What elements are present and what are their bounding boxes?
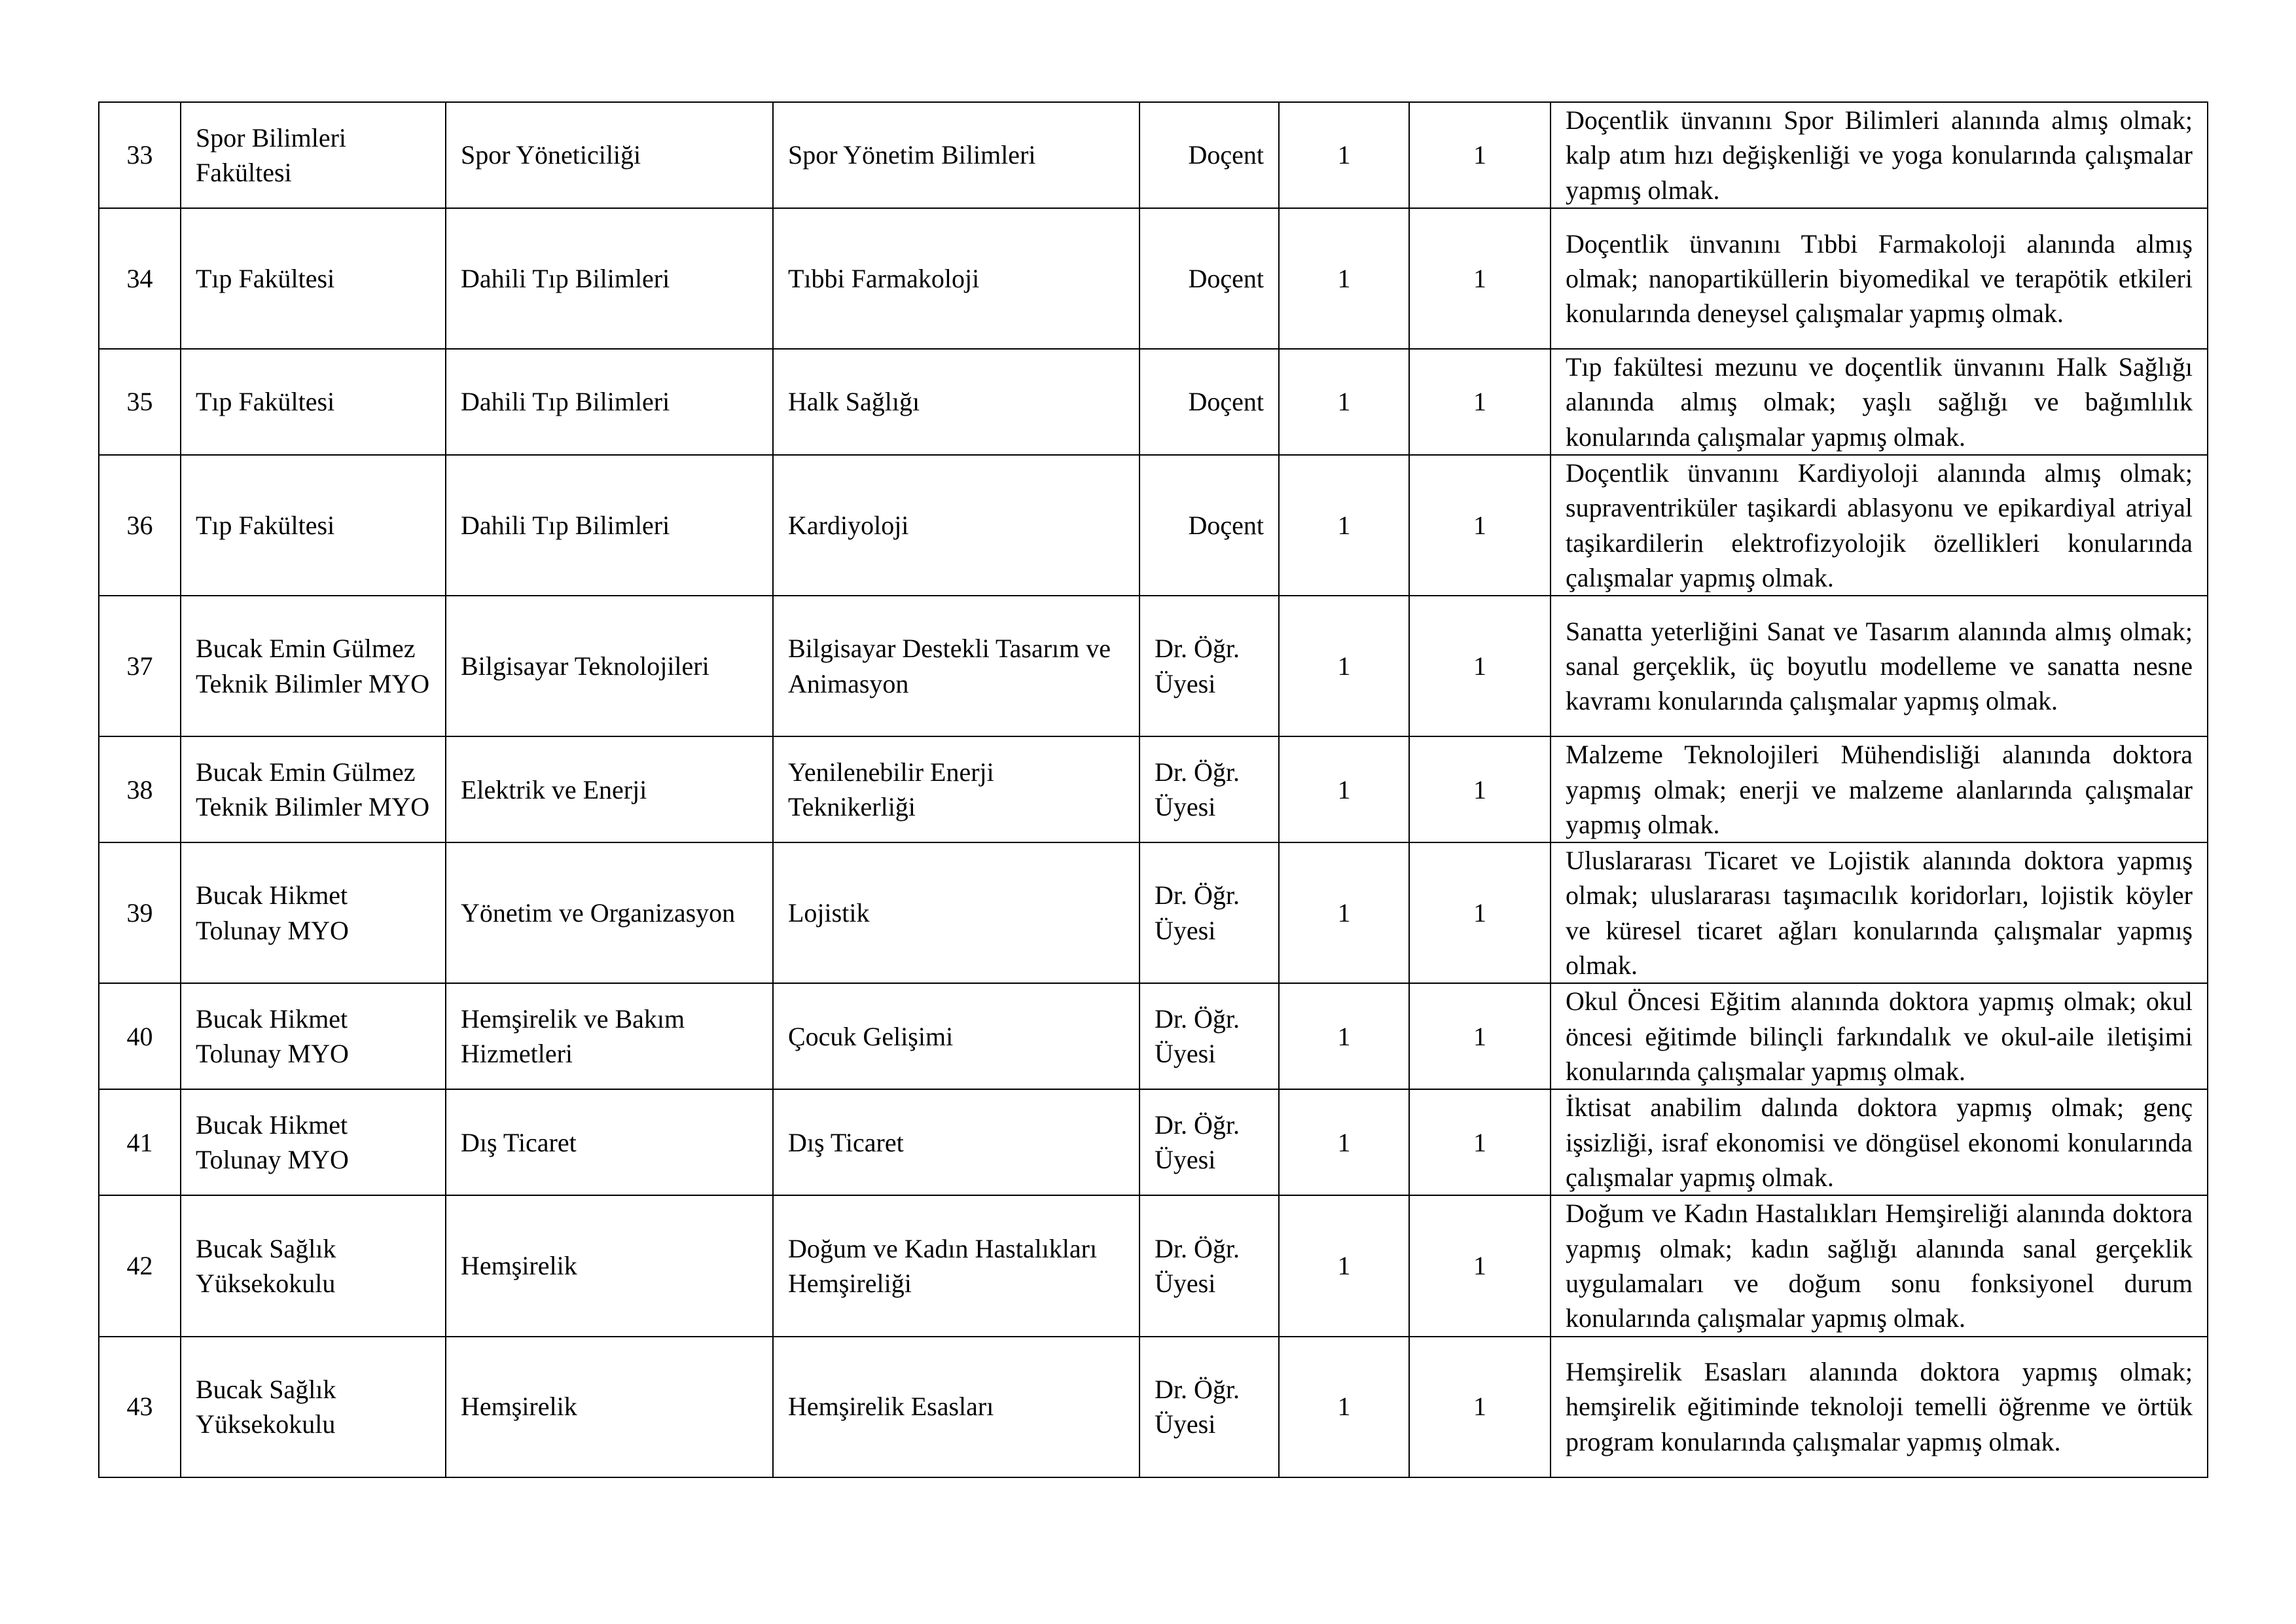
requirements-text: Doçentlik ünvanını Kardiyoloji alanında almış olmak; supraventriküler taşikardi ablasyonu ve epikardiyal atriyal taşikardilerin elektrofizyolojik özellikleri konularında çalışmalar yapmış olmak.: [1551, 455, 2208, 596]
row-number: 38: [99, 736, 181, 842]
table-row: [99, 983, 2208, 1089]
academic-title: Dr. Öğr. Üyesi: [1139, 736, 1279, 842]
cadre-degree: 1: [1279, 102, 1409, 208]
department: Dahili Tıp Bilimleri: [446, 208, 773, 349]
academic-title: Dr. Öğr. Üyesi: [1139, 1089, 1279, 1195]
row-number: 40: [99, 983, 181, 1089]
subject-field: Bilgisayar Destekli Tasarım ve Animasyon: [773, 596, 1139, 736]
faculty-unit: Bucak Hikmet Tolunay MYO: [181, 983, 446, 1089]
requirements-text: Doçentlik ünvanını Spor Bilimleri alanında almış olmak; kalp atım hızı değişkenliği ve yoga konularında çalışmalar yapmış olmak.: [1551, 102, 2208, 208]
position-count: 1: [1409, 1195, 1551, 1336]
requirements-text: Hemşirelik Esasları alanında doktora yapmış olmak; hemşirelik eğitiminde teknoloji temelli öğrenme ve örtük program konularında çalışmalar yapmış olmak.: [1551, 1337, 2208, 1477]
table-row: [99, 1195, 2208, 1336]
row-number: 33: [99, 102, 181, 208]
faculty-unit: Bucak Sağlık Yüksekokulu: [181, 1337, 446, 1477]
subject-field: Hemşirelik Esasları: [773, 1337, 1139, 1477]
academic-title: Dr. Öğr. Üyesi: [1139, 596, 1279, 736]
table-row: [99, 349, 2208, 455]
position-count: 1: [1409, 842, 1551, 983]
table-row: [99, 596, 2208, 736]
faculty-unit: Spor Bilimleri Fakültesi: [181, 102, 446, 208]
subject-field: Dış Ticaret: [773, 1089, 1139, 1195]
cadre-degree: 1: [1279, 1089, 1409, 1195]
row-number: 41: [99, 1089, 181, 1195]
cadre-degree: 1: [1279, 983, 1409, 1089]
cadre-degree: 1: [1279, 455, 1409, 596]
requirements-text: Tıp fakültesi mezunu ve doçentlik ünvanını Halk Sağlığı alanında almış olmak; yaşlı sağlığı ve bağımlılık konularında çalışmalar yapmış olmak.: [1551, 349, 2208, 455]
subject-field: Spor Yönetim Bilimleri: [773, 102, 1139, 208]
department: Dış Ticaret: [446, 1089, 773, 1195]
subject-field: Kardiyoloji: [773, 455, 1139, 596]
requirements-text: İktisat anabilim dalında doktora yapmış olmak; genç işsizliği, israf ekonomisi ve döngüsel ekonomi konularında çalışmalar yapmış olmak.: [1551, 1089, 2208, 1195]
table-row: [99, 842, 2208, 983]
department: Spor Yöneticiliği: [446, 102, 773, 208]
academic-title: Doçent: [1139, 208, 1279, 349]
department: Dahili Tıp Bilimleri: [446, 349, 773, 455]
subject-field: Lojistik: [773, 842, 1139, 983]
department: Dahili Tıp Bilimleri: [446, 455, 773, 596]
position-count: 1: [1409, 736, 1551, 842]
position-count: 1: [1409, 102, 1551, 208]
department: Elektrik ve Enerji: [446, 736, 773, 842]
academic-title: Doçent: [1139, 455, 1279, 596]
requirements-text: Sanatta yeterliğini Sanat ve Tasarım alanında almış olmak; sanal gerçeklik, üç boyutlu modelleme ve sanatta nesne kavramı konularında çalışmalar yapmış olmak.: [1551, 596, 2208, 736]
row-number: 42: [99, 1195, 181, 1336]
requirements-text: Doçentlik ünvanını Tıbbi Farmakoloji alanında almış olmak; nanopartiküllerin biyomedikal ve terapötik etkileri konularında deneysel çalışmalar yapmış olmak.: [1551, 208, 2208, 349]
department: Hemşirelik: [446, 1337, 773, 1477]
academic-title: Doçent: [1139, 102, 1279, 208]
position-count: 1: [1409, 455, 1551, 596]
faculty-unit: Bucak Hikmet Tolunay MYO: [181, 842, 446, 983]
subject-field: Tıbbi Farmakoloji: [773, 208, 1139, 349]
requirements-text: Doğum ve Kadın Hastalıkları Hemşireliği alanında doktora yapmış olmak; kadın sağlığı alanında sanal gerçeklik uygulamaları ve doğum sonu fonksiyonel durum konularında çalışmalar yapmış olmak.: [1551, 1195, 2208, 1336]
academic-title: Dr. Öğr. Üyesi: [1139, 1337, 1279, 1477]
table-row: [99, 1337, 2208, 1477]
staff-positions-table: [98, 101, 2208, 1478]
table-row: [99, 208, 2208, 349]
position-count: 1: [1409, 1337, 1551, 1477]
table-row: [99, 455, 2208, 596]
academic-title: Dr. Öğr. Üyesi: [1139, 983, 1279, 1089]
academic-title: Dr. Öğr. Üyesi: [1139, 1195, 1279, 1336]
faculty-unit: Tıp Fakültesi: [181, 455, 446, 596]
cadre-degree: 1: [1279, 1195, 1409, 1336]
faculty-unit: Tıp Fakültesi: [181, 208, 446, 349]
subject-field: Yenilenebilir Enerji Teknikerliği: [773, 736, 1139, 842]
cadre-degree: 1: [1279, 736, 1409, 842]
faculty-unit: Bucak Hikmet Tolunay MYO: [181, 1089, 446, 1195]
row-number: 36: [99, 455, 181, 596]
cadre-degree: 1: [1279, 842, 1409, 983]
position-count: 1: [1409, 983, 1551, 1089]
faculty-unit: Tıp Fakültesi: [181, 349, 446, 455]
subject-field: Çocuk Gelişimi: [773, 983, 1139, 1089]
position-count: 1: [1409, 1089, 1551, 1195]
faculty-unit: Bucak Emin Gülmez Teknik Bilimler MYO: [181, 596, 446, 736]
requirements-text: Okul Öncesi Eğitim alanında doktora yapmış olmak; okul öncesi eğitimde bilinçli farkındalık ve okul-aile iletişimi konularında çalışmalar yapmış olmak.: [1551, 983, 2208, 1089]
subject-field: Halk Sağlığı: [773, 349, 1139, 455]
requirements-text: Malzeme Teknolojileri Mühendisliği alanında doktora yapmış olmak; enerji ve malzeme alanlarında çalışmalar yapmış olmak.: [1551, 736, 2208, 842]
department: Yönetim ve Organizasyon: [446, 842, 773, 983]
faculty-unit: Bucak Emin Gülmez Teknik Bilimler MYO: [181, 736, 446, 842]
cadre-degree: 1: [1279, 596, 1409, 736]
table-row: [99, 736, 2208, 842]
academic-title: Doçent: [1139, 349, 1279, 455]
cadre-degree: 1: [1279, 349, 1409, 455]
row-number: 34: [99, 208, 181, 349]
department: Bilgisayar Teknolojileri: [446, 596, 773, 736]
row-number: 37: [99, 596, 181, 736]
requirements-text: Uluslararası Ticaret ve Lojistik alanında doktora yapmış olmak; uluslararası taşımacılık koridorları, lojistik köyler ve küresel ticaret ağları konularında çalışmalar yapmış olmak.: [1551, 842, 2208, 983]
faculty-unit: Bucak Sağlık Yüksekokulu: [181, 1195, 446, 1336]
table-row: [99, 1089, 2208, 1195]
academic-title: Dr. Öğr. Üyesi: [1139, 842, 1279, 983]
position-count: 1: [1409, 596, 1551, 736]
position-count: 1: [1409, 208, 1551, 349]
row-number: 39: [99, 842, 181, 983]
subject-field: Doğum ve Kadın Hastalıkları Hemşireliği: [773, 1195, 1139, 1336]
table-row: [99, 102, 2208, 208]
department: Hemşirelik: [446, 1195, 773, 1336]
position-count: 1: [1409, 349, 1551, 455]
row-number: 43: [99, 1337, 181, 1477]
cadre-degree: 1: [1279, 1337, 1409, 1477]
row-number: 35: [99, 349, 181, 455]
cadre-degree: 1: [1279, 208, 1409, 349]
department: Hemşirelik ve Bakım Hizmetleri: [446, 983, 773, 1089]
